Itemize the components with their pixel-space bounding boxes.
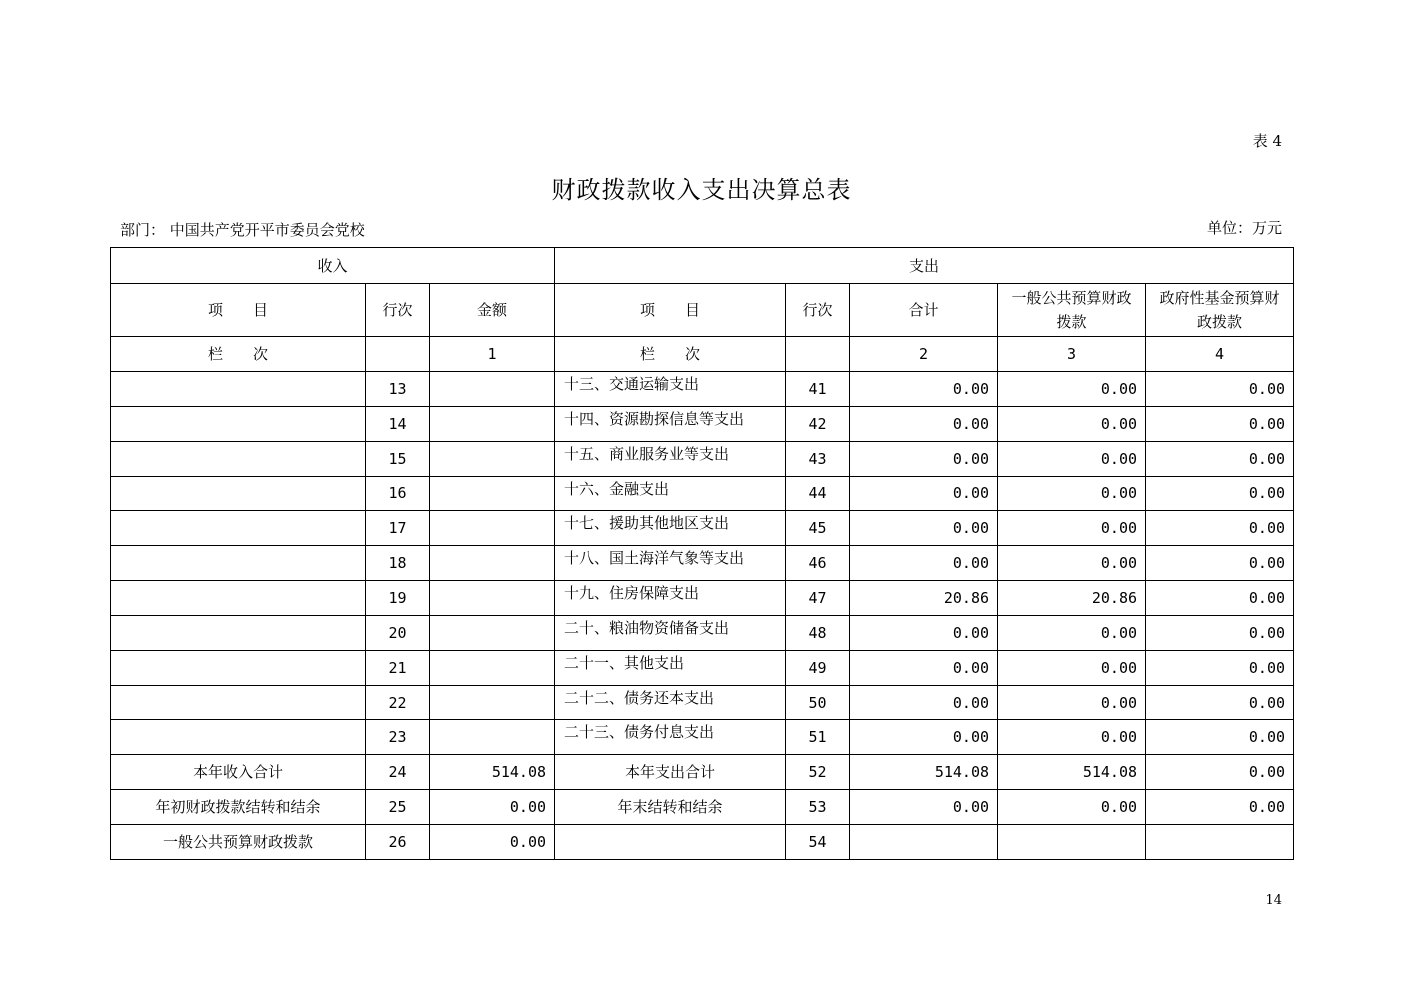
income-item-cell — [111, 372, 366, 407]
expense-fund-cell: 0.00 — [1146, 546, 1294, 581]
expense-line-cell: 48 — [786, 615, 850, 650]
expense-item-cell: 二十三、债务付息支出 — [555, 720, 786, 755]
income-line-cell: 25 — [366, 790, 430, 825]
column-number-1: 1 — [430, 337, 555, 372]
expense-fund-cell: 0.00 — [1146, 650, 1294, 685]
income-item-cell — [111, 511, 366, 546]
expense-total-cell: 0.00 — [850, 546, 998, 581]
expense-general-cell: 0.00 — [998, 720, 1146, 755]
expense-item-cell: 二十二、债务还本支出 — [555, 685, 786, 720]
summary-row — [111, 824, 1294, 859]
income-amount-cell — [430, 615, 555, 650]
expense-total-cell: 0.00 — [850, 406, 998, 441]
expense-general-cell — [998, 824, 1146, 859]
expense-total-cell — [850, 824, 998, 859]
unit-label: 单位：万元 — [1206, 219, 1282, 237]
expense-item-cell: 十七、援助其他地区支出 — [555, 511, 786, 546]
expense-fund-cell: 0.00 — [1146, 511, 1294, 546]
expense-fund-cell: 0.00 — [1146, 581, 1294, 616]
expense-line-cell: 52 — [786, 755, 850, 790]
expense-item-cell: 十九、住房保障支出 — [555, 581, 786, 616]
column-number-2: 2 — [850, 337, 998, 372]
column-number-row — [111, 337, 1294, 372]
income-amount-cell: 0.00 — [430, 824, 555, 859]
table-row — [111, 372, 1294, 407]
table-row — [111, 476, 1294, 511]
expense-fund-cell: 0.00 — [1146, 441, 1294, 476]
income-amount-cell — [430, 581, 555, 616]
expense-group-header: 支出 — [555, 248, 1294, 284]
table-row — [111, 546, 1294, 581]
form-number: 表 4 — [1252, 132, 1282, 150]
expense-total-cell: 0.00 — [850, 615, 998, 650]
income-line-cell: 18 — [366, 546, 430, 581]
income-item-cell — [111, 441, 366, 476]
expense-line-cell: 50 — [786, 685, 850, 720]
expense-fund-cell: 0.00 — [1146, 685, 1294, 720]
expense-general-cell: 0.00 — [998, 372, 1146, 407]
table-row — [111, 720, 1294, 755]
income-line-header: 行次 — [366, 284, 430, 337]
expense-line-cell: 47 — [786, 581, 850, 616]
header-group-row — [111, 248, 1294, 284]
income-line-cell: 20 — [366, 615, 430, 650]
expense-total-cell: 0.00 — [850, 790, 998, 825]
income-line-cell: 22 — [366, 685, 430, 720]
income-item-cell: 本年收入合计 — [111, 755, 366, 790]
expense-general-cell: 0.00 — [998, 615, 1146, 650]
summary-row — [111, 755, 1294, 790]
expense-item-cell: 十六、金融支出 — [555, 476, 786, 511]
income-line-cell: 23 — [366, 720, 430, 755]
expense-item-cell: 二十、粮油物资储备支出 — [555, 615, 786, 650]
expense-total-cell: 20.86 — [850, 581, 998, 616]
income-amount-cell — [430, 720, 555, 755]
income-item-header: 项 目 — [111, 284, 366, 337]
column-label-left: 栏 次 — [111, 337, 366, 372]
expense-line-cell: 45 — [786, 511, 850, 546]
column-number-3: 3 — [998, 337, 1146, 372]
expense-general-cell: 0.00 — [998, 685, 1146, 720]
income-amount-cell — [430, 476, 555, 511]
column-number-4: 4 — [1146, 337, 1294, 372]
income-line-cell: 19 — [366, 581, 430, 616]
expense-general-cell: 0.00 — [998, 546, 1146, 581]
expense-item-cell: 本年支出合计 — [555, 755, 786, 790]
expense-total-cell: 0.00 — [850, 441, 998, 476]
expense-fund-cell: 0.00 — [1146, 476, 1294, 511]
expense-item-cell: 二十一、其他支出 — [555, 650, 786, 685]
income-amount-cell: 0.00 — [430, 790, 555, 825]
income-line-cell: 17 — [366, 511, 430, 546]
income-line-cell: 13 — [366, 372, 430, 407]
expense-total-cell: 514.08 — [850, 755, 998, 790]
income-amount-cell — [430, 650, 555, 685]
table-row — [111, 650, 1294, 685]
expense-general-cell: 0.00 — [998, 476, 1146, 511]
expense-fund-cell: 0.00 — [1146, 790, 1294, 825]
income-amount-cell — [430, 546, 555, 581]
column-label-right: 栏 次 — [555, 337, 786, 372]
income-item-cell: 年初财政拨款结转和结余 — [111, 790, 366, 825]
income-amount-cell — [430, 406, 555, 441]
expense-total-cell: 0.00 — [850, 720, 998, 755]
expense-total-cell: 0.00 — [850, 685, 998, 720]
expense-line-cell: 44 — [786, 476, 850, 511]
expense-line-header: 行次 — [786, 284, 850, 337]
department-name: 中国共产党开平市委员会党校 — [169, 221, 365, 239]
expense-general-cell: 0.00 — [998, 511, 1146, 546]
income-item-cell — [111, 720, 366, 755]
expense-fund-header: 政府性基金预算财政拨款 — [1146, 284, 1294, 337]
expense-total-cell: 0.00 — [850, 476, 998, 511]
expense-general-cell: 0.00 — [998, 406, 1146, 441]
expense-fund-cell: 0.00 — [1146, 615, 1294, 650]
income-group-header: 收入 — [111, 248, 555, 284]
expense-general-cell: 514.08 — [998, 755, 1146, 790]
income-amount-header: 金额 — [430, 284, 555, 337]
expense-line-cell: 54 — [786, 824, 850, 859]
table-row — [111, 511, 1294, 546]
income-line-cell: 21 — [366, 650, 430, 685]
expense-item-cell: 年末结转和结余 — [555, 790, 786, 825]
table-row — [111, 685, 1294, 720]
income-item-cell — [111, 581, 366, 616]
expense-total-cell: 0.00 — [850, 511, 998, 546]
expense-line-cell: 51 — [786, 720, 850, 755]
expense-total-cell: 0.00 — [850, 372, 998, 407]
page-title: 财政拨款收入支出决算总表 — [551, 176, 852, 204]
table-row — [111, 406, 1294, 441]
expense-item-cell — [555, 824, 786, 859]
empty-cell — [786, 337, 850, 372]
income-item-cell — [111, 546, 366, 581]
expense-general-cell: 0.00 — [998, 650, 1146, 685]
expense-item-header: 项 目 — [555, 284, 786, 337]
budget-table — [110, 247, 1294, 860]
income-line-cell: 16 — [366, 476, 430, 511]
expense-fund-cell: 0.00 — [1146, 406, 1294, 441]
expense-fund-cell — [1146, 824, 1294, 859]
expense-general-header: 一般公共预算财政拨款 — [998, 284, 1146, 337]
header-column-row — [111, 284, 1294, 337]
department-label: 部门： — [120, 221, 166, 239]
empty-cell — [366, 337, 430, 372]
expense-fund-cell: 0.00 — [1146, 720, 1294, 755]
expense-item-cell: 十四、资源勘探信息等支出 — [555, 406, 786, 441]
page-number: 14 — [1265, 893, 1282, 908]
income-item-cell — [111, 406, 366, 441]
income-amount-cell: 514.08 — [430, 755, 555, 790]
expense-fund-cell: 0.00 — [1146, 372, 1294, 407]
expense-line-cell: 53 — [786, 790, 850, 825]
table-row — [111, 441, 1294, 476]
expense-total-header: 合计 — [850, 284, 998, 337]
expense-line-cell: 43 — [786, 441, 850, 476]
table-row — [111, 615, 1294, 650]
expense-fund-cell: 0.00 — [1146, 755, 1294, 790]
income-amount-cell — [430, 372, 555, 407]
income-item-cell — [111, 615, 366, 650]
income-item-cell — [111, 685, 366, 720]
expense-item-cell: 十五、商业服务业等支出 — [555, 441, 786, 476]
department-line — [120, 219, 365, 240]
expense-total-cell: 0.00 — [850, 650, 998, 685]
income-amount-cell — [430, 685, 555, 720]
income-line-cell: 14 — [366, 406, 430, 441]
income-item-cell — [111, 650, 366, 685]
expense-general-cell: 0.00 — [998, 441, 1146, 476]
expense-line-cell: 41 — [786, 372, 850, 407]
expense-item-cell: 十三、交通运输支出 — [555, 372, 786, 407]
income-item-cell: 一般公共预算财政拨款 — [111, 824, 366, 859]
expense-general-cell: 20.86 — [998, 581, 1146, 616]
table-row — [111, 581, 1294, 616]
income-line-cell: 15 — [366, 441, 430, 476]
income-line-cell: 24 — [366, 755, 430, 790]
income-item-cell — [111, 476, 366, 511]
income-amount-cell — [430, 511, 555, 546]
expense-item-cell: 十八、国土海洋气象等支出 — [555, 546, 786, 581]
income-line-cell: 26 — [366, 824, 430, 859]
expense-line-cell: 42 — [786, 406, 850, 441]
summary-row — [111, 790, 1294, 825]
income-amount-cell — [430, 441, 555, 476]
expense-line-cell: 46 — [786, 546, 850, 581]
expense-line-cell: 49 — [786, 650, 850, 685]
expense-general-cell: 0.00 — [998, 790, 1146, 825]
